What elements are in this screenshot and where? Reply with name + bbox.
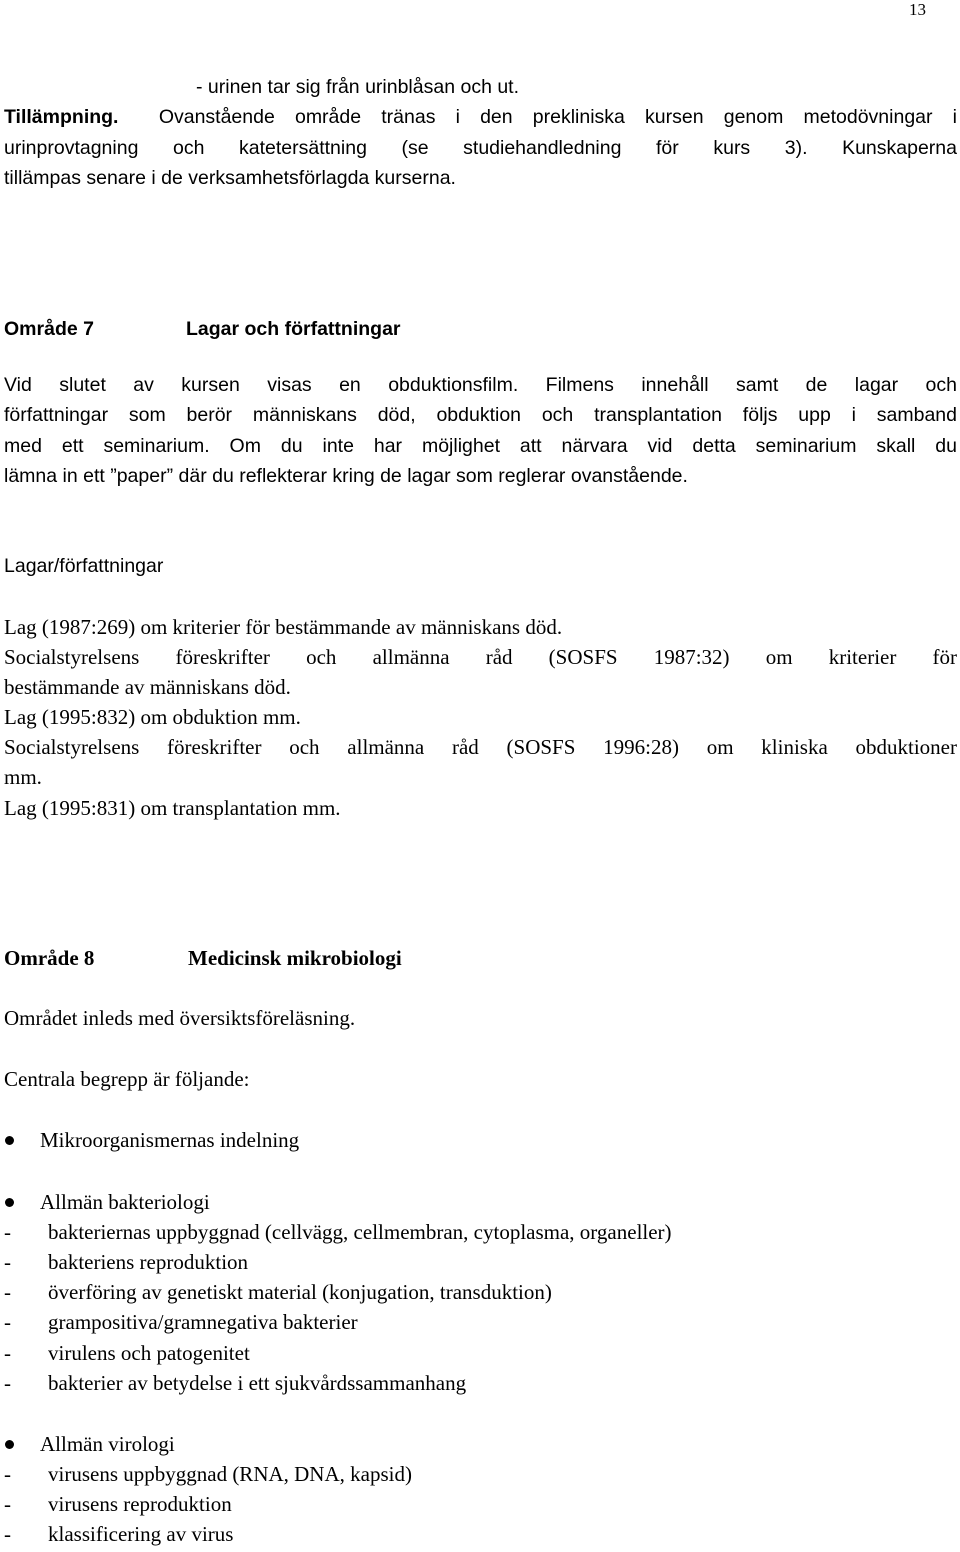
dash: - [4,1492,11,1516]
intro-line-3: urinprovtagning och katetersättning (se studiehandledning för kurs 3). Kunskaperna [4,137,957,159]
bacteriology-item-1: bakteriernas uppbyggnad (cellvägg, cellmembran, cytoplasma, organeller) [48,1220,672,1244]
tillampning-label: Tillämpning. [4,106,119,128]
area7-para-line-1: Vid slutet av kursen visas en obduktionsfilm. Filmens innehåll samt de lagar och [4,374,957,396]
concepts-label: Centrala begrepp är följande: [4,1067,250,1091]
dash: - [4,1310,11,1334]
dash: - [4,1341,11,1365]
intro-line-2-rest: Ovanstående område tränas i den prekliniska kursen genom metodövningar i [158,106,958,128]
area8-intro: Området inleds med översiktsföreläsning. [4,1006,356,1030]
law-item-5: Lag (1995:831) om transplantation mm. [4,796,341,820]
intro-line-4: tillämpas senare i de verksamhetsförlagda kurserna. [4,167,456,189]
bullet-microorganisms: Mikroorganismernas indelning [40,1128,300,1152]
page-number: 13 [909,0,926,19]
law-item-2: Socialstyrelsens föreskrifter och allmänna råd (SOSFS 1987:32) om kriterier för [4,645,957,669]
dash: - [4,1220,11,1244]
intro-line-2 [4,102,957,132]
bacteriology-item-4: grampositiva/gramnegativa bakterier [48,1310,358,1334]
area7-title: Lagar och författningar [186,318,401,340]
dash: - [4,1250,11,1274]
area7-para-line-3: med ett seminarium. Om du inte har möjlighet att närvara vid detta seminarium skall du [4,435,957,457]
dash: - [4,1522,11,1546]
virology-item-1: virusens uppbyggnad (RNA, DNA, kapsid) [48,1462,412,1486]
area7-para-line-2: författningar som berör människans död, obduktion och transplantation följs upp i samband [4,404,957,426]
bullet-dot [5,1136,14,1145]
laws-heading: Lagar/författningar [4,555,164,577]
law-item-4: Socialstyrelsens föreskrifter och allmänna råd (SOSFS 1996:28) om kliniska obduktioner [4,735,957,759]
dash: - [4,1371,11,1395]
area7-para-line-4: lämna in ett ”paper” där du reflekterar kring de lagar som reglerar ovanstående. [4,465,688,487]
virology-item-2: virusens reproduktion [48,1492,232,1516]
area8-number: Område 8 [4,946,95,970]
bacteriology-item-2: bakteriens reproduktion [48,1250,249,1274]
area7-number: Område 7 [4,318,94,340]
bacteriology-item-3: överföring av genetiskt material (konjugation, transduktion) [48,1280,552,1304]
virology-item-3: klassificering av virus [48,1522,234,1546]
dash: - [4,1280,11,1304]
law-item-3: Lag (1995:832) om obduktion mm. [4,705,301,729]
bullet-virology: Allmän virologi [40,1432,175,1456]
intro-line-1: - urinen tar sig från urinblåsan och ut. [196,76,520,98]
bullet-dot [5,1198,14,1207]
dash: - [4,1462,11,1486]
bacteriology-item-6: bakterier av betydelse i ett sjukvårdssammanhang [48,1371,467,1395]
law-item-4-cont: mm. [4,765,42,789]
bullet-dot [5,1440,14,1449]
bacteriology-item-5: virulens och patogenitet [48,1341,250,1365]
law-item-2-cont: bestämmande av människans död. [4,675,291,699]
area8-title: Medicinsk mikrobiologi [188,946,402,970]
law-item-1: Lag (1987:269) om kriterier för bestämmande av människans död. [4,615,563,639]
bullet-bacteriology: Allmän bakteriologi [40,1190,210,1214]
